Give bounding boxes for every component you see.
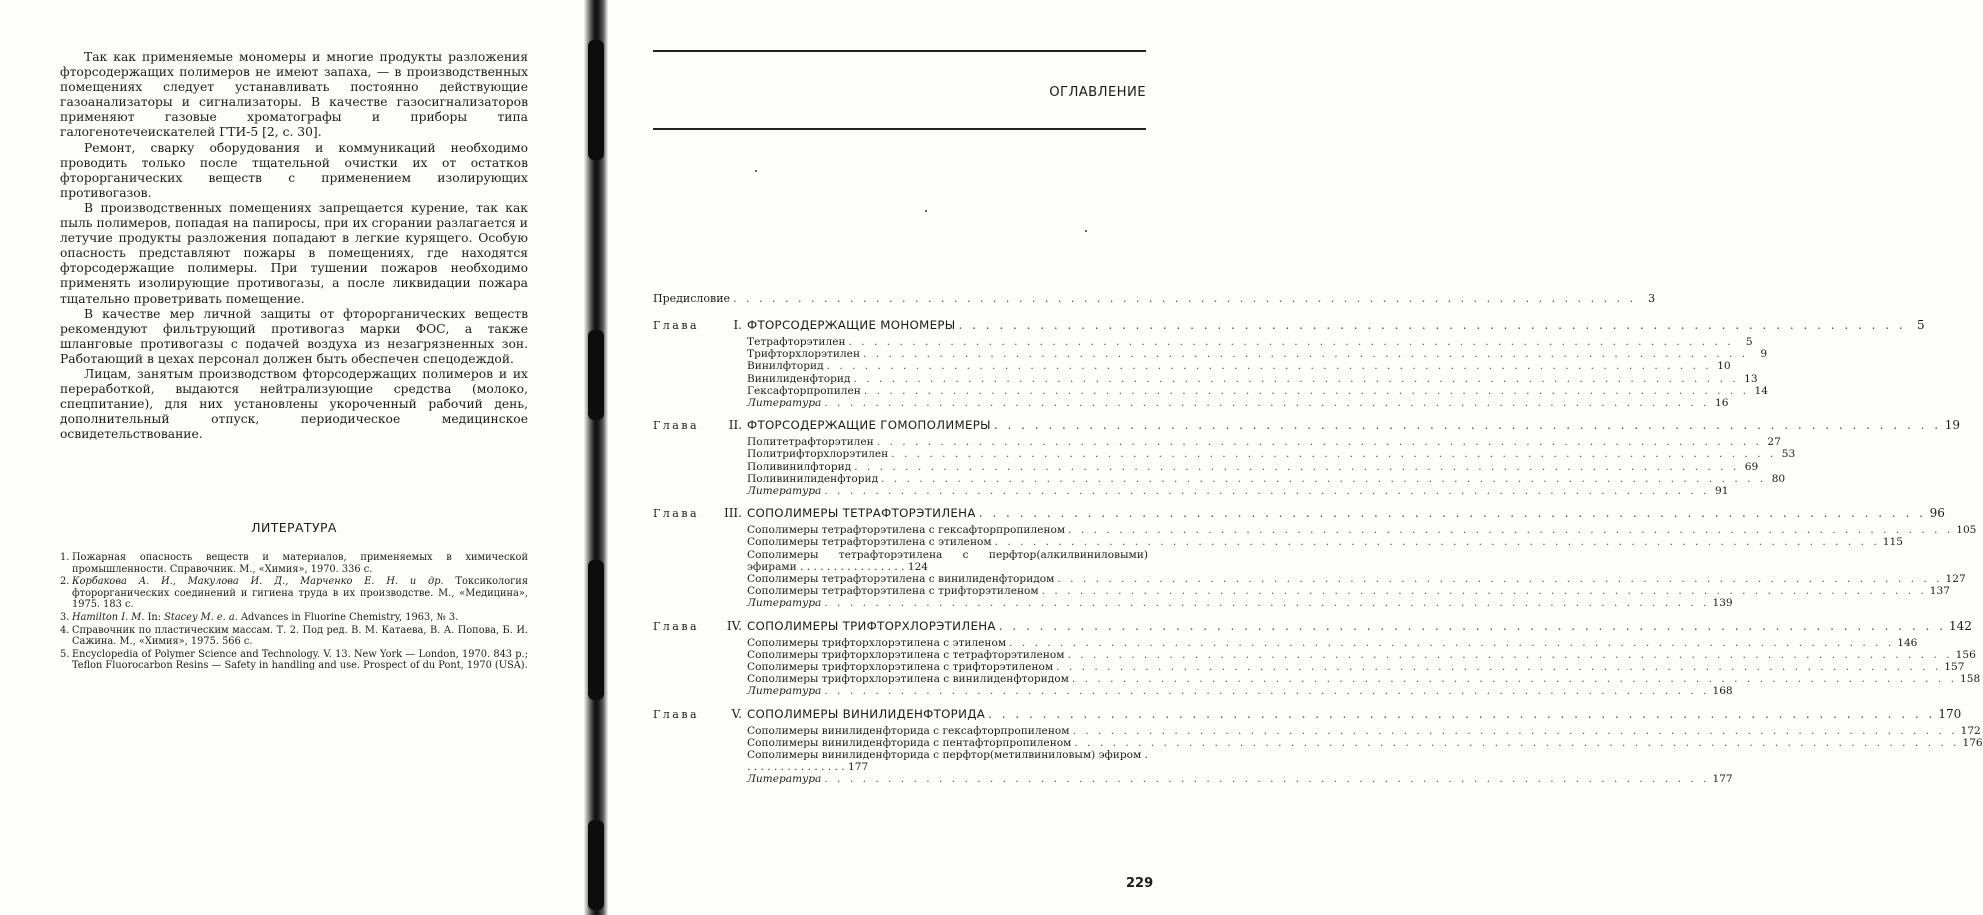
toc-entry[interactable] — [747, 485, 1729, 498]
reference-text — [72, 552, 528, 575]
chapter-word: Глава — [653, 619, 700, 633]
toc-entry-page: 158 — [1959, 673, 1981, 686]
toc-entry-page: 156 — [1955, 648, 1976, 661]
reference-item — [60, 649, 528, 672]
left-page — [0, 0, 585, 915]
toc-entry-page: 14 — [1754, 384, 1768, 397]
chapter-title: ФТОРСОДЕРЖАЩИЕ ГОМОПОЛИМЕРЫ — [747, 418, 991, 433]
toc-entry-page: 27 — [1767, 436, 1781, 449]
leader-dots — [999, 619, 1946, 633]
toc-entry[interactable] — [747, 336, 1753, 348]
contents-title: ОГЛАВЛЕНИЕ — [1049, 85, 1146, 100]
leader-dots — [824, 397, 1709, 409]
leader-dots — [1056, 661, 1941, 673]
toc-entry-page: 176 — [1962, 736, 1983, 749]
table-of-contents — [653, 292, 1983, 791]
toc-entries — [747, 336, 1768, 410]
leader-dots — [995, 536, 1880, 548]
chapter-number: III. — [723, 506, 742, 521]
reference-text — [72, 576, 528, 611]
leader-dots — [1057, 573, 1942, 585]
chapter-page: 5 — [1917, 318, 1925, 332]
toc-entry[interactable] — [747, 573, 1966, 586]
reference-body: Advances in Fluorine Chemistry, 1963, № 3. — [237, 611, 459, 623]
reference-item — [60, 625, 528, 648]
toc-entry-label: Сополимеры тетрафторэтилена с винилиденфторидом — [747, 573, 1055, 586]
toc-entry-page: 91 — [1714, 485, 1729, 498]
leader-dots — [881, 473, 1766, 485]
title-rule — [653, 128, 1146, 130]
leader-dots — [1072, 673, 1957, 685]
reference-author: Hamilton I. M. — [72, 611, 145, 623]
toc-entries — [747, 436, 1796, 498]
chapter-word: Глава — [653, 419, 700, 433]
toc-entry[interactable] — [747, 460, 1759, 473]
toc-entry[interactable] — [747, 384, 1768, 397]
toc-chapter — [653, 706, 1983, 786]
leader-dots — [1073, 725, 1958, 737]
leader-dots — [994, 418, 1941, 432]
toc-entry[interactable] — [747, 472, 1786, 485]
leader-dots — [849, 336, 1734, 348]
toc-entry[interactable] — [747, 597, 1733, 610]
toc-entry[interactable] — [747, 736, 1983, 749]
toc-entry-label: Сополимеры трифторхлорэтилена с тетрафторэтиленом — [747, 648, 1065, 661]
toc-entry-label: Литература — [747, 397, 822, 410]
body-text — [60, 50, 528, 442]
leader-dots — [824, 485, 1709, 497]
toc-entry-label: Литература — [747, 485, 822, 498]
gutter-shadow — [588, 820, 604, 910]
toc-entries — [747, 524, 1977, 610]
toc-entry-label: Винилиденфторид — [747, 372, 851, 385]
toc-entry-page: 9 — [1760, 348, 1768, 361]
chapter-title: СОПОЛИМЕРЫ ТРИФТОРХЛОРЭТИЛЕНА — [747, 618, 996, 633]
toc-entry[interactable] — [747, 724, 1981, 737]
toc-entry-label: Сополимеры трифторхлорэтилена с трифторэтиленом — [747, 661, 1054, 674]
toc-entry[interactable] — [747, 436, 1781, 449]
chapter-title-row — [747, 707, 1961, 721]
toc-entry-page: 13 — [1744, 372, 1758, 385]
toc-entry-label: Поливинилфторид — [747, 460, 852, 473]
chapter-word: Глава — [653, 507, 700, 521]
paragraph: Ремонт, сварку оборудования и коммуникаций необходимо проводить только после тщательной очистки их от остатков фторорганических веществ с применением изолирующих противогазов. — [60, 140, 528, 200]
reference-body: Токсикология фторорганических соединений и гигиена труда в их производстве. М., «Медицина», 1975. 183 с. — [72, 576, 528, 611]
toc-chapter — [653, 318, 1925, 410]
chapter-title: ФТОРСОДЕРЖАЩИЕ МОНОМЕРЫ — [747, 318, 956, 332]
toc-entry[interactable] — [747, 448, 1796, 461]
chapter-title-row — [747, 318, 1925, 332]
toc-entry[interactable] — [747, 536, 1903, 549]
toc-entry[interactable] — [747, 749, 1148, 773]
toc-entry-page: 5 — [1745, 336, 1753, 348]
leader-dots — [1068, 649, 1953, 661]
toc-entry[interactable] — [747, 585, 1950, 598]
chapter-title: СОПОЛИМЕРЫ ВИНИЛИДЕНФТОРИДА — [747, 706, 986, 721]
toc-entry[interactable] — [747, 348, 1768, 361]
leader-dots — [824, 773, 1709, 785]
toc-chapter-heading[interactable] — [653, 706, 1962, 721]
toc-entry-page: 139 — [1712, 597, 1733, 610]
reference-body: In: — [144, 611, 165, 623]
reference-text — [72, 649, 528, 672]
chapter-number: V. — [731, 706, 742, 721]
toc-entry-label: Трифторхлорэтилен — [747, 348, 860, 361]
chapter-title: СОПОЛИМЕРЫ ТЕТРАФТОРЭТИЛЕНА — [747, 506, 976, 521]
toc-entry-page: 115 — [1882, 536, 1903, 549]
toc-entry-page: 172 — [1960, 724, 1981, 737]
chapter-page: 19 — [1944, 418, 1961, 433]
leader-dots — [827, 360, 1712, 372]
toc-entry[interactable] — [747, 549, 1148, 573]
toc-entry-page: 16 — [1714, 397, 1729, 410]
toc-entry[interactable] — [747, 372, 1758, 385]
gutter-shadow — [588, 40, 604, 160]
leader-dots — [864, 385, 1749, 397]
print-speck — [925, 210, 927, 212]
reference-item — [60, 612, 528, 624]
toc-entry-page: 177 — [1712, 773, 1733, 786]
paragraph: В производственных помещениях запрещается курение, так как пыль полимеров, попадая на папиросы, при их сгорании разлагается и летучие продукты разложения попадают в легкие курящего. Особую опасность представляют пожары в помещениях, где находятся фторсодержащие полимеры. При тушении пожаров необходимо применять изолирующие противогазы, а после ликвидации пожара тщательно проветривать помещение. — [60, 200, 528, 306]
toc-chapter-heading[interactable] — [653, 418, 1961, 433]
toc-entry-label: Сополимеры трифторхлорэтилена с этиленом — [747, 636, 1007, 649]
chapter-word: Глава — [653, 707, 700, 721]
toc-entry[interactable] — [747, 360, 1731, 373]
toc-entry[interactable] — [747, 773, 1733, 786]
print-speck — [1085, 230, 1087, 232]
paragraph: Лицам, занятым производством фторсодержащих полимеров и их переработкой, выдаются нейтрализующие средства (молоко, спецпитание), для них установлены укороченный рабочий день, дополнительный отпуск, периодическое медицинское освидетельствование. — [60, 366, 528, 442]
reference-author: Stacey M. e. a. — [164, 611, 238, 623]
reference-number: 1. — [60, 552, 70, 563]
gutter-shadow — [588, 560, 604, 700]
toc-entry[interactable] — [747, 648, 1976, 661]
reference-list — [60, 552, 528, 673]
toc-entry-page: 157 — [1944, 661, 1965, 674]
toc-entry-label: Сополимеры винилиденфторида с пентафторпропиленом — [747, 736, 1072, 749]
toc-chapter — [653, 506, 1977, 610]
toc-entry-label: Политетрафторэтилен — [747, 436, 874, 449]
reference-body: Справочник по пластическим массам. Т. 2. Под ред. В. М. Катаева, В. А. Попова, Б. И. Сажина. М., «Химия», 1975. 566 с. — [72, 624, 528, 648]
chapter-page: 170 — [1938, 706, 1962, 721]
toc-entries — [747, 636, 1981, 698]
toc-entry[interactable] — [747, 397, 1729, 410]
toc-entry-label: Литература — [747, 597, 822, 610]
leader-dots — [1042, 585, 1927, 597]
toc-chapter-heading[interactable] — [653, 618, 1972, 633]
reference-item — [60, 552, 528, 575]
toc-entry-label: Сополимеры тетрафторэтилена с гексафторпропиленом — [747, 524, 1066, 537]
leader-dots — [854, 373, 1739, 385]
toc-entry[interactable] — [747, 673, 1981, 686]
leader-dots — [1009, 637, 1894, 649]
leader-dots — [979, 506, 1926, 520]
toc-chapter — [653, 618, 1981, 698]
toc-entry-page: 168 — [1712, 685, 1733, 698]
chapter-title-row — [747, 418, 1960, 432]
chapter-number: II. — [728, 418, 742, 433]
reference-item — [60, 576, 528, 611]
chapter-word: Глава — [653, 319, 700, 332]
paragraph: Так как применяемые мономеры и многие продукты разложения фторсодержащих полимеров не имеют запаха, — в производственных помещениях следует устанавливать постоянно действующие газоанализаторы и сигнализаторы. В качестве газосигнализаторов применяют газовые хроматографы и приборы типа галогенотечеискателей ГТИ-5 [2, с. 30]. — [60, 50, 528, 140]
leader-dots — [1074, 737, 1959, 749]
toc-entry-label: Литература — [747, 685, 822, 698]
toc-chapter-heading[interactable] — [653, 318, 1925, 332]
chapter-title-row — [747, 506, 1945, 520]
toc-entry-page: 10 — [1717, 360, 1731, 373]
reference-body: Encyclopedia of Polymer Science and Technology. V. 13. New York — London, 1970. 843 p.; Teflon Fluorocarbon Resins — Safety in handling and use. Prospect of du Pont, 1970 (USA). — [72, 648, 528, 672]
reference-number: 3. — [60, 611, 70, 623]
reference-body: Пожарная опасность веществ и материалов, применяемых в химической промышленности. Справочник. М., «Химия», 1970. 336 с. — [72, 552, 528, 575]
toc-entry-page: 127 — [1945, 573, 1966, 586]
toc-entry-label: Сополимеры винилиденфторида с перфтор(метилвиниловым) эфиром — [747, 749, 1142, 762]
reference-number: 4. — [60, 624, 70, 636]
toc-entry-page: 124 — [907, 560, 929, 573]
literature-heading: ЛИТЕРАТУРА — [251, 520, 337, 535]
toc-chapter — [653, 418, 1961, 498]
toc-entry[interactable] — [747, 524, 1977, 537]
leader-dots — [988, 707, 1935, 721]
toc-entry-label: Тетрафторэтилен — [747, 336, 846, 348]
toc-entry-label: Литература — [747, 773, 822, 786]
toc-entry-label: Гексафторпропилен — [747, 384, 861, 397]
toc-entry-page: 105 — [1956, 524, 1977, 537]
toc-entry[interactable] — [747, 636, 1918, 649]
toc-entry[interactable] — [747, 685, 1733, 698]
chapter-number: I. — [733, 318, 742, 332]
reference-text — [72, 625, 528, 648]
toc-entry-label: Сополимеры трифторхлорэтилена с винилиденфторидом — [747, 673, 1069, 686]
gutter-shadow — [588, 330, 604, 420]
leader-dots: . . . . . . . . . . . . . . . . — [796, 560, 908, 573]
leader-dots: . . . . . . . . . . . . . . . . — [747, 749, 1149, 774]
chapter-number: IV. — [726, 618, 742, 633]
toc-entry-label: Сополимеры винилиденфторида с гексафторпропиленом — [747, 724, 1070, 737]
page-number: 229 — [1126, 876, 1154, 891]
toc-preface-label: Предисловие — [653, 292, 731, 305]
toc-chapters — [653, 318, 1983, 786]
toc-entry-page: 53 — [1781, 448, 1796, 461]
reference-text — [72, 612, 528, 624]
leader-dots — [863, 348, 1748, 360]
toc-entry-label: Сополимеры тетрафторэтилена с этиленом — [747, 536, 992, 549]
toc-entries — [747, 724, 1983, 786]
toc-chapter-heading[interactable] — [653, 506, 1945, 521]
toc-entry-page: 80 — [1771, 472, 1786, 485]
leader-dots — [891, 448, 1776, 460]
toc-preface-page: 3 — [1648, 292, 1656, 305]
paragraph: В качестве мер личной защиты от фторорганических веществ рекомендуют фильтрующий противогаз марки ФОС, а также шланговые противогазы с подачей воздуха из незагрязненных зон. Работающий в цехах персонал должен быть обеспечен спецодеждой. — [60, 306, 528, 366]
toc-entry[interactable] — [747, 661, 1965, 674]
reference-author: Корбакова А. И., Макулова И. Д., Марченко Е. Н. и др. — [72, 576, 444, 588]
leader-dots — [733, 292, 1636, 305]
leader-dots — [854, 461, 1739, 473]
toc-entry-label: Поливинилиденфторид — [747, 472, 879, 485]
toc-entry-label: Политрифторхлорэтилен — [747, 448, 889, 461]
leader-dots — [824, 685, 1709, 697]
toc-entry-label: Винилфторид — [747, 360, 824, 373]
toc-preface[interactable] — [653, 292, 1656, 305]
toc-entry-page: 69 — [1744, 460, 1759, 473]
right-page — [605, 0, 1983, 915]
toc-entry-page: 146 — [1897, 636, 1918, 649]
chapter-page: 142 — [1949, 618, 1972, 633]
reference-number: 2. — [60, 576, 70, 588]
toc-entry-page: 177 — [848, 761, 869, 774]
toc-entry-label: Сополимеры тетрафторэтилена с трифторэтиленом — [747, 585, 1039, 598]
leader-dots — [958, 318, 1905, 332]
print-speck — [755, 170, 757, 172]
toc-entry-label: Сополимеры тетрафторэтилена с перфтор(алкилвиниловыми) эфирами — [747, 548, 1148, 573]
reference-number: 5. — [60, 648, 70, 660]
toc-entry-page: 137 — [1929, 585, 1950, 598]
top-rule — [653, 50, 1146, 52]
leader-dots — [1068, 524, 1953, 536]
leader-dots — [877, 436, 1762, 448]
chapter-page: 96 — [1929, 506, 1945, 521]
leader-dots — [824, 597, 1709, 609]
chapter-title-row — [747, 619, 1972, 633]
